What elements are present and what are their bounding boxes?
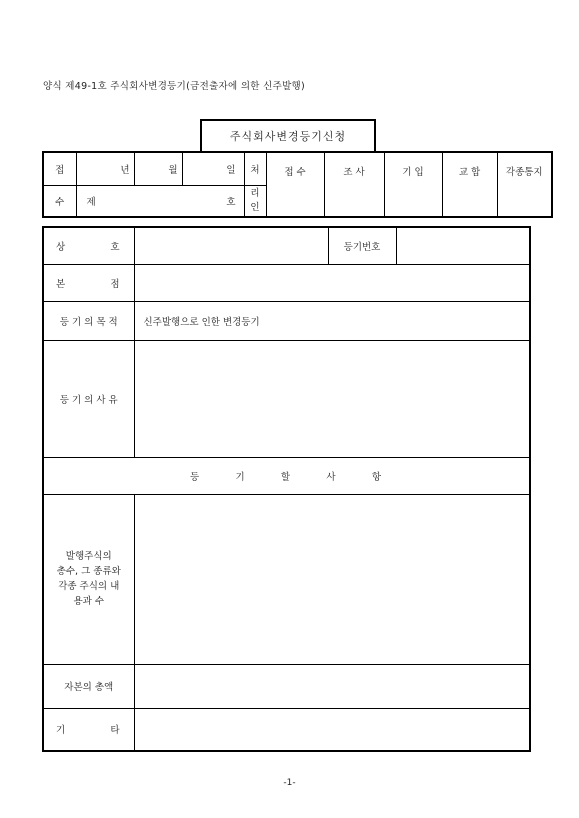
receipt-col-receive: 접 수 bbox=[266, 152, 324, 217]
registration-reason-label: 등 기 의 사 유 bbox=[43, 340, 134, 457]
receipt-number-cell bbox=[76, 185, 244, 217]
receipt-jeop-label: 접 bbox=[43, 152, 76, 185]
receipt-year-label: 년 bbox=[76, 152, 134, 185]
total-capital-field[interactable] bbox=[134, 664, 530, 708]
receipt-day-label: 일 bbox=[182, 152, 244, 185]
trade-name-label: 상 호 bbox=[43, 227, 134, 264]
registration-purpose-label: 등 기 의 목 적 bbox=[43, 301, 134, 340]
receipt-ri-label: 리 bbox=[250, 187, 260, 199]
receipt-in-label: 인 bbox=[250, 201, 260, 213]
page-number: -1- bbox=[283, 778, 296, 788]
issued-shares-label: 발행주식의 총수, 그 종류와 각종 주식의 내 용과 수 bbox=[43, 494, 134, 664]
head-office-label: 본 점 bbox=[43, 264, 134, 301]
issued-shares-field[interactable] bbox=[134, 494, 530, 664]
receipt-processor-cell bbox=[244, 185, 266, 217]
registration-number-field[interactable] bbox=[396, 227, 530, 264]
head-office-field[interactable] bbox=[134, 264, 530, 301]
receipt-col-notices: 각종통지 bbox=[497, 152, 552, 217]
other-field[interactable] bbox=[134, 708, 530, 751]
receipt-month-label: 월 bbox=[134, 152, 182, 185]
receipt-cheo-label: 처 bbox=[244, 152, 266, 185]
form-number-label: 양식 제49-1호 주식회사변경등기(금전출자에 의한 신주발행) bbox=[43, 81, 306, 92]
document-title: 주식회사변경등기신청 bbox=[200, 119, 376, 151]
receipt-table bbox=[42, 151, 553, 218]
receipt-col-investigate: 조 사 bbox=[324, 152, 384, 217]
registration-reason-field[interactable] bbox=[134, 340, 530, 457]
total-capital-label: 자본의 총액 bbox=[43, 664, 134, 708]
registration-matters-header: 등 기 할 사 항 bbox=[43, 457, 530, 494]
registration-number-label: 등기번호 bbox=[328, 227, 396, 264]
registration-purpose-field[interactable]: 신주발행으로 인한 변경등기 bbox=[134, 301, 530, 340]
application-form-table bbox=[42, 226, 531, 752]
receipt-su-label: 수 bbox=[43, 185, 76, 217]
receipt-col-collate: 교 합 bbox=[442, 152, 497, 217]
receipt-ho-label: 호 bbox=[226, 196, 236, 208]
receipt-je-label: 제 bbox=[86, 196, 96, 208]
other-label: 기 타 bbox=[43, 708, 134, 751]
receipt-col-entry: 기 입 bbox=[384, 152, 442, 217]
trade-name-field[interactable] bbox=[134, 227, 328, 264]
